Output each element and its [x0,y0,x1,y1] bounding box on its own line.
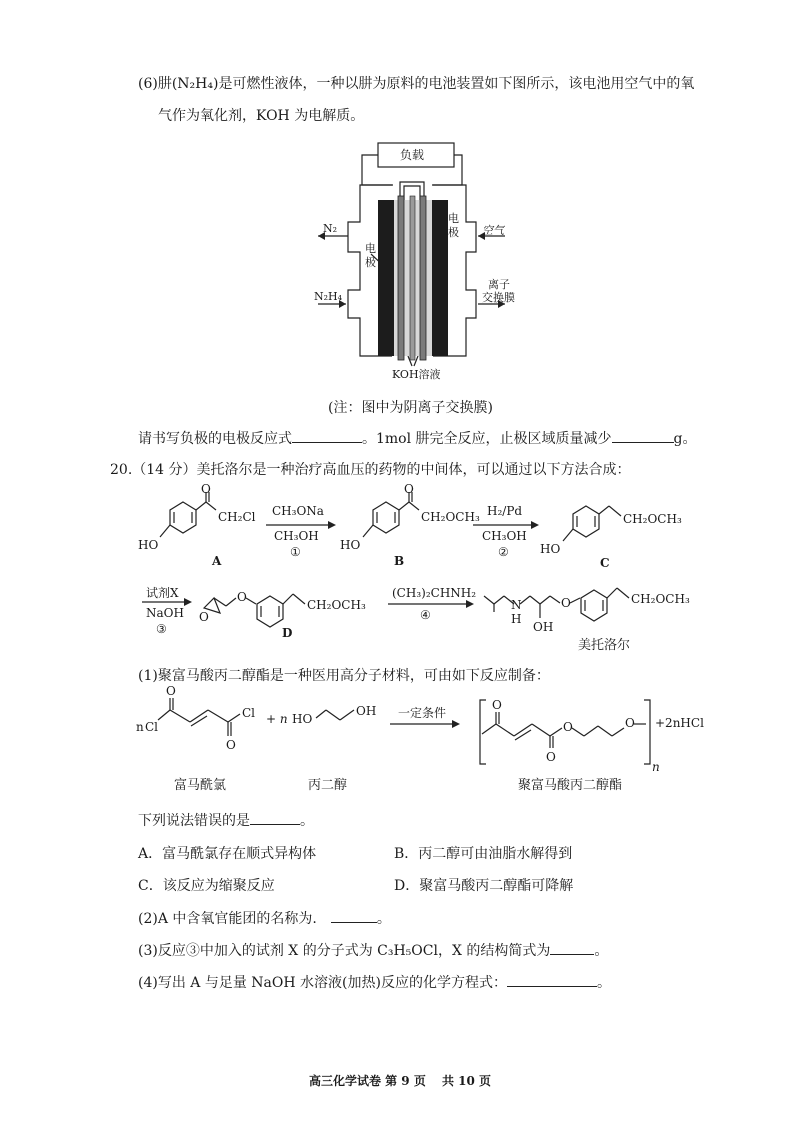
d-ether-o: O [237,590,247,604]
name-fumaroyl-chloride: 富马酰氯 [174,778,227,793]
poly-o-1: O [492,698,502,712]
poly-ho: HO [292,712,313,726]
option-a: A．富马酰氯存在顺式异构体 [138,846,317,862]
label-a: A [212,554,222,568]
poly-n-sub: n [652,760,660,774]
name-propanediol: 丙二醇 [308,778,348,793]
left-electrode-label-2: 极 [365,256,376,269]
d-epoxide-o: O [199,610,209,624]
air-label: 空气 [482,224,504,237]
answer-blank[interactable] [507,972,597,987]
name-polymer: 聚富马酸丙二醇酯 [518,778,623,793]
r1-bottom: CH₃OH [274,529,319,543]
label-d: D [282,626,293,640]
r1-num: ① [290,545,301,559]
q20-p1-intro: (1)聚富马酸丙二醇酯是一种医用高分子材料，可由如下反应制备： [138,668,550,684]
poly-condition: 一定条件 [398,706,447,720]
poly-o-2: O [546,750,556,764]
a-ch2cl: CH₂Cl [218,510,256,524]
right-electrode-label-1: 电 [448,212,459,225]
label-b: B [394,554,405,568]
q6-line-2: 气作为氧化剂，KOH 为电解质。 [158,108,365,124]
membrane-label-2: 交换膜 [482,291,515,304]
a-ho: HO [138,538,159,552]
poly-cl-right: Cl [242,706,256,720]
load-label: 负载 [400,148,425,162]
q20-p1-question: 下列说法错误的是 。 [138,810,314,831]
r3-top: 试剂X [146,586,179,600]
q20-p2: (2)A 中含氧官能团的名称为. 。 [138,908,391,929]
r3-bottom: NaOH [146,606,184,620]
q20-p3: (3)反应③中加入的试剂 X 的分子式为 C₃H₅OCl，X 的结构简式为 。 [138,940,608,961]
poly-oh: OH [356,704,377,718]
membrane-label-1: 离子 [488,278,510,291]
q6-note: (注：图中为阴离子交换膜) [328,400,493,416]
m-o: O [561,596,571,610]
q20-title: 20.（14 分）美托洛尔是一种治疗高血压的药物的中间体，可以通过以下方法合成： [110,462,631,478]
c-ho: HO [540,542,561,556]
answer-blank[interactable] [550,940,594,955]
a-o: O [201,482,211,496]
n2h4-label: N₂H₄ [314,290,343,303]
option-c: C．该反应为缩聚反应 [138,878,275,894]
answer-blank[interactable] [331,908,377,923]
m-ch2och3: CH₂OCH₃ [631,592,690,606]
poly-n-prefix: n [136,720,144,734]
b-ho: HO [340,538,361,552]
answer-blank[interactable] [250,810,300,825]
left-electrode-label-1: 电 [365,242,376,255]
r4-top: (CH₃)₂CHNH₂ [392,586,477,600]
r2-num: ② [498,545,509,559]
r2-top: H₂/Pd [487,504,523,518]
koh-label: KOH溶液 [392,368,441,381]
poly-o-top: O [166,684,176,698]
poly-o-bottom: O [226,738,236,752]
poly-plus-n: + n [266,712,288,726]
poly-cl-left: Cl [145,720,159,734]
b-o: O [404,482,414,496]
label-metoprolol: 美托洛尔 [578,638,631,653]
m-n: N [511,598,522,612]
r2-bottom: CH₃OH [482,529,527,543]
m-h: H [511,612,522,626]
b-ch2och3: CH₂OCH₃ [421,510,480,524]
r4-num: ④ [420,608,431,622]
poly-byproduct: +2nHCl [655,716,704,730]
page-footer: 高三化学试卷 第 9 页 共 10 页 [308,1074,492,1088]
poly-o-4: O [625,716,635,730]
q20-p4: (4)写出 A 与足量 NaOH 水溶液(加热)反应的化学方程式： 。 [138,972,611,993]
n2-label: N₂ [323,222,338,235]
m-oh: OH [533,620,554,634]
q6-question: 请书写负极的电极反应式 。1mol 肼完全反应，止极区域质量减少 g。 [138,428,697,449]
right-electrode-label-2: 极 [448,226,459,239]
r1-top: CH₃ONa [272,504,324,518]
poly-o-3: O [563,720,573,734]
option-d: D．聚富马酸丙二醇酯可降解 [394,878,574,894]
d-ch2och3: CH₂OCH₃ [307,598,366,612]
option-b: B．丙二醇可由油脂水解得到 [394,846,573,862]
r3-num: ③ [156,622,167,636]
q6-line-1: (6)肼(N₂H₄)是可燃性液体，一种以肼为原料的电池装置如下图所示，该电池用空气中的氧 [138,76,695,92]
label-c: C [600,556,610,570]
c-ch2och3: CH₂OCH₃ [623,512,682,526]
